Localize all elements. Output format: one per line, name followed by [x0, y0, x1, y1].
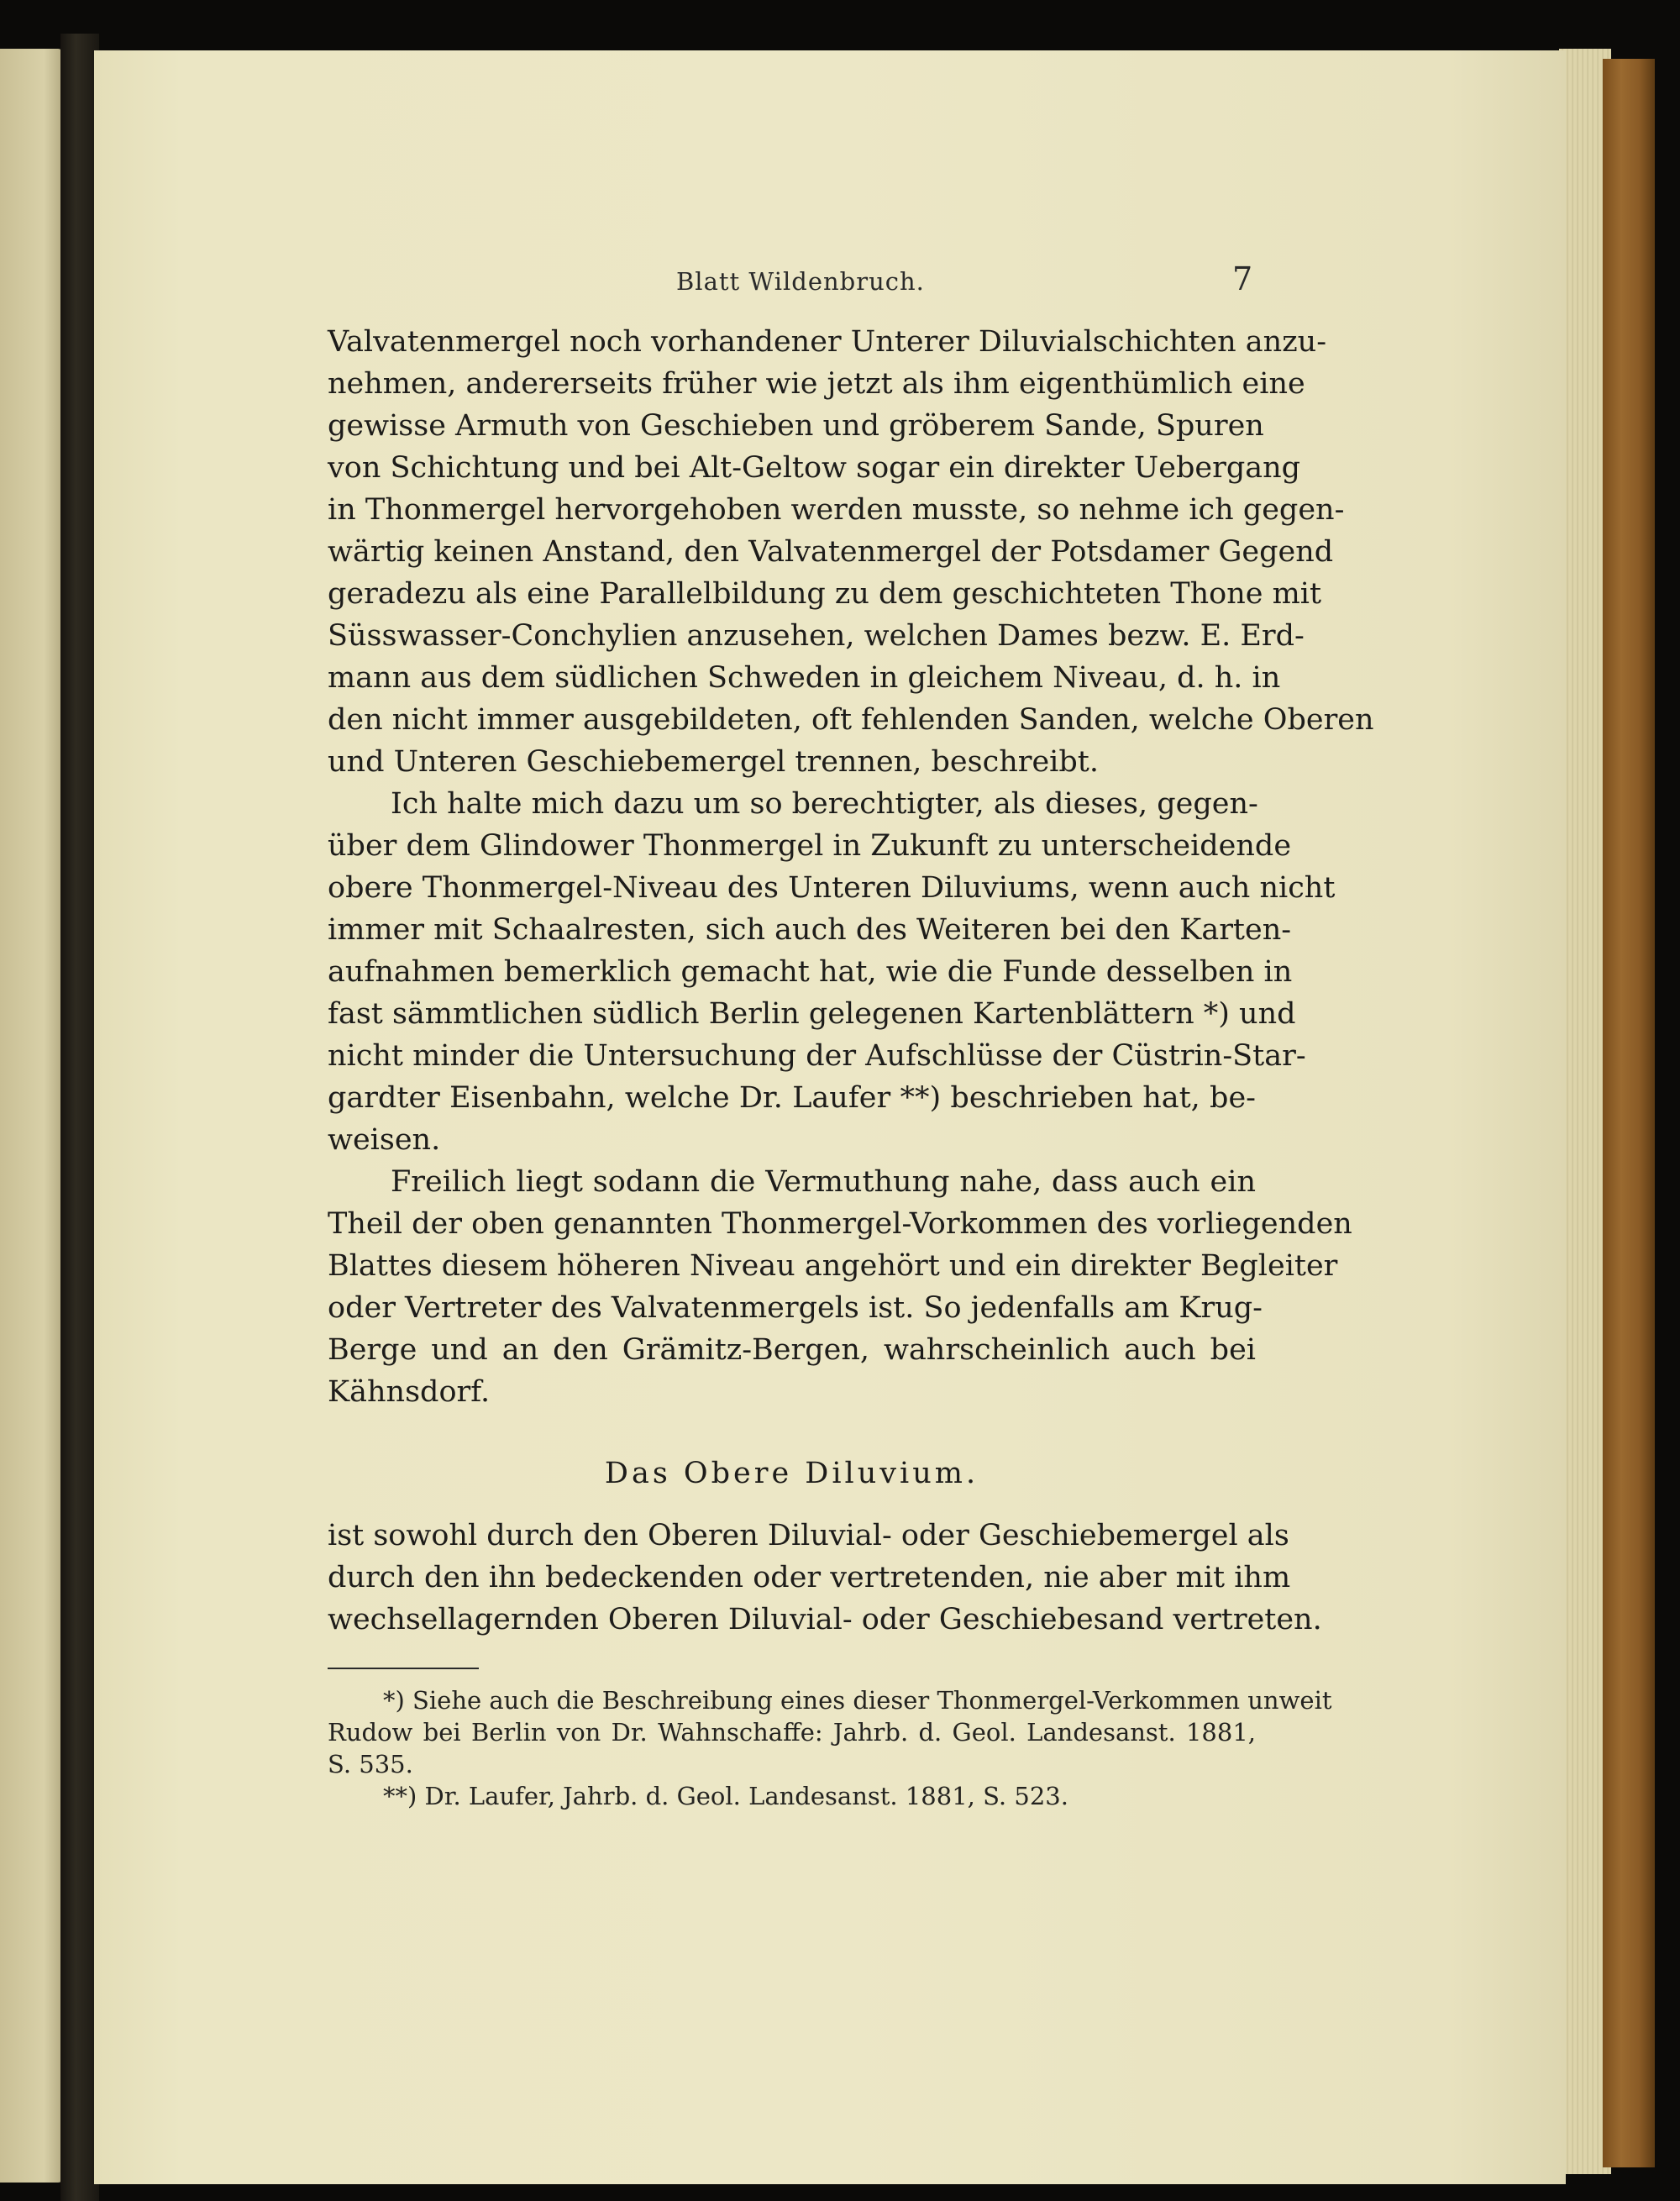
text-line: in Thonmergel hervorgehoben werden musste, so nehme ich gegen-	[328, 493, 1345, 527]
section-heading: Das Obere Diluvium.	[604, 1457, 979, 1490]
text-line: Blattes diesem höheren Niveau angehört und ein direkter Begleiter	[328, 1249, 1338, 1283]
text-line: über dem Glindower Thonmergel in Zukunft zu unterscheidende	[328, 829, 1292, 863]
paragraph-2	[328, 783, 1336, 1161]
book-cover-edge	[1603, 59, 1655, 2167]
running-head	[328, 260, 1252, 311]
text-line: nicht minder die Untersuchung der Aufschlüsse der Cüstrin-Star-	[328, 1039, 1306, 1073]
footnote-line: S. 535.	[328, 1750, 413, 1778]
footnote-line: *) Siehe auch die Beschreibung eines dieser Thonmergel-Verkommen unweit	[383, 1686, 1332, 1715]
footnote-line: **) Dr. Laufer, Jahrb. d. Geol. Landesanst. 1881, S. 523.	[383, 1782, 1068, 1810]
text-line: wärtig keinen Anstand, den Valvatenmergel der Potsdamer Gegend	[328, 535, 1334, 569]
facing-page-edge	[0, 49, 63, 2183]
text-line: Süsswasser-Conchylien anzusehen, welchen Dames bezw. E. Erd-	[328, 619, 1305, 653]
text-line: immer mit Schaalresten, sich auch des Weiteren bei den Karten-	[328, 913, 1292, 947]
text-line: Ich halte mich dazu um so berechtigter, als dieses, gegen-	[391, 787, 1258, 821]
text-line: den nicht immer ausgebildeten, oft fehlenden Sanden, welche Oberen	[328, 703, 1374, 737]
text-line: weisen.	[328, 1123, 441, 1157]
text-line: nehmen, andererseits früher wie jetzt als ihm eigenthümlich eine	[328, 367, 1305, 401]
paragraph-3	[328, 1161, 1352, 1413]
text-line: durch den ihn bedeckenden oder vertretenden, nie aber mit ihm	[328, 1561, 1291, 1594]
text-line: fast sämmtlichen südlich Berlin gelegenen Kartenblättern *) und	[328, 997, 1296, 1031]
footnote-rule	[328, 1668, 479, 1669]
text-line: Theil der oben genannten Thonmergel-Vorkommen des vorliegenden	[328, 1207, 1352, 1241]
text-line: oder Vertreter des Valvatenmergels ist. So jedenfalls am Krug-	[328, 1291, 1263, 1325]
running-head-title: Blatt Wildenbruch.	[676, 267, 925, 296]
text-line: geradezu als eine Parallelbildung zu dem geschichteten Thone mit	[328, 577, 1322, 611]
text-line: Kähnsdorf.	[328, 1375, 491, 1409]
text-line: mann aus dem südlichen Schweden in gleichem Niveau, d. h. in	[328, 661, 1281, 695]
paragraph-1	[328, 321, 1374, 783]
text-line: ist sowohl durch den Oberen Diluvial- oder Geschiebemergel als	[328, 1519, 1289, 1552]
text-line: wechsellagernden Oberen Diluvial- oder Geschiebesand vertreten.	[328, 1603, 1322, 1636]
footnotes	[328, 1684, 1332, 1812]
text-line: von Schichtung und bei Alt-Geltow sogar ein direkter Uebergang	[328, 451, 1301, 485]
text-line: gewisse Armuth von Geschieben und gröberem Sande, Spuren	[328, 409, 1264, 443]
text-line: aufnahmen bemerklich gemacht hat, wie die Funde desselben in	[328, 955, 1293, 989]
footnote-line: Rudow bei Berlin von Dr. Wahnschaffe: Jahrb. d. Geol. Landesanst. 1881,	[328, 1718, 1256, 1747]
text-line: Berge und an den Grämitz-Bergen, wahrscheinlich auch bei	[328, 1333, 1256, 1367]
page-number: 7	[1232, 260, 1253, 297]
paragraph-4	[328, 1515, 1322, 1641]
text-line: Valvatenmergel noch vorhandener Unterer Diluvialschichten anzu-	[328, 325, 1327, 359]
main-text	[328, 321, 1374, 1413]
text-line: Freilich liegt sodann die Vermuthung nahe, dass auch ein	[391, 1165, 1256, 1199]
text-line: gardter Eisenbahn, welche Dr. Laufer **) beschrieben hat, be-	[328, 1081, 1256, 1115]
text-line: obere Thonmergel-Niveau des Unteren Diluviums, wenn auch nicht	[328, 871, 1336, 905]
text-line: und Unteren Geschiebemergel trennen, beschreibt.	[328, 745, 1099, 779]
